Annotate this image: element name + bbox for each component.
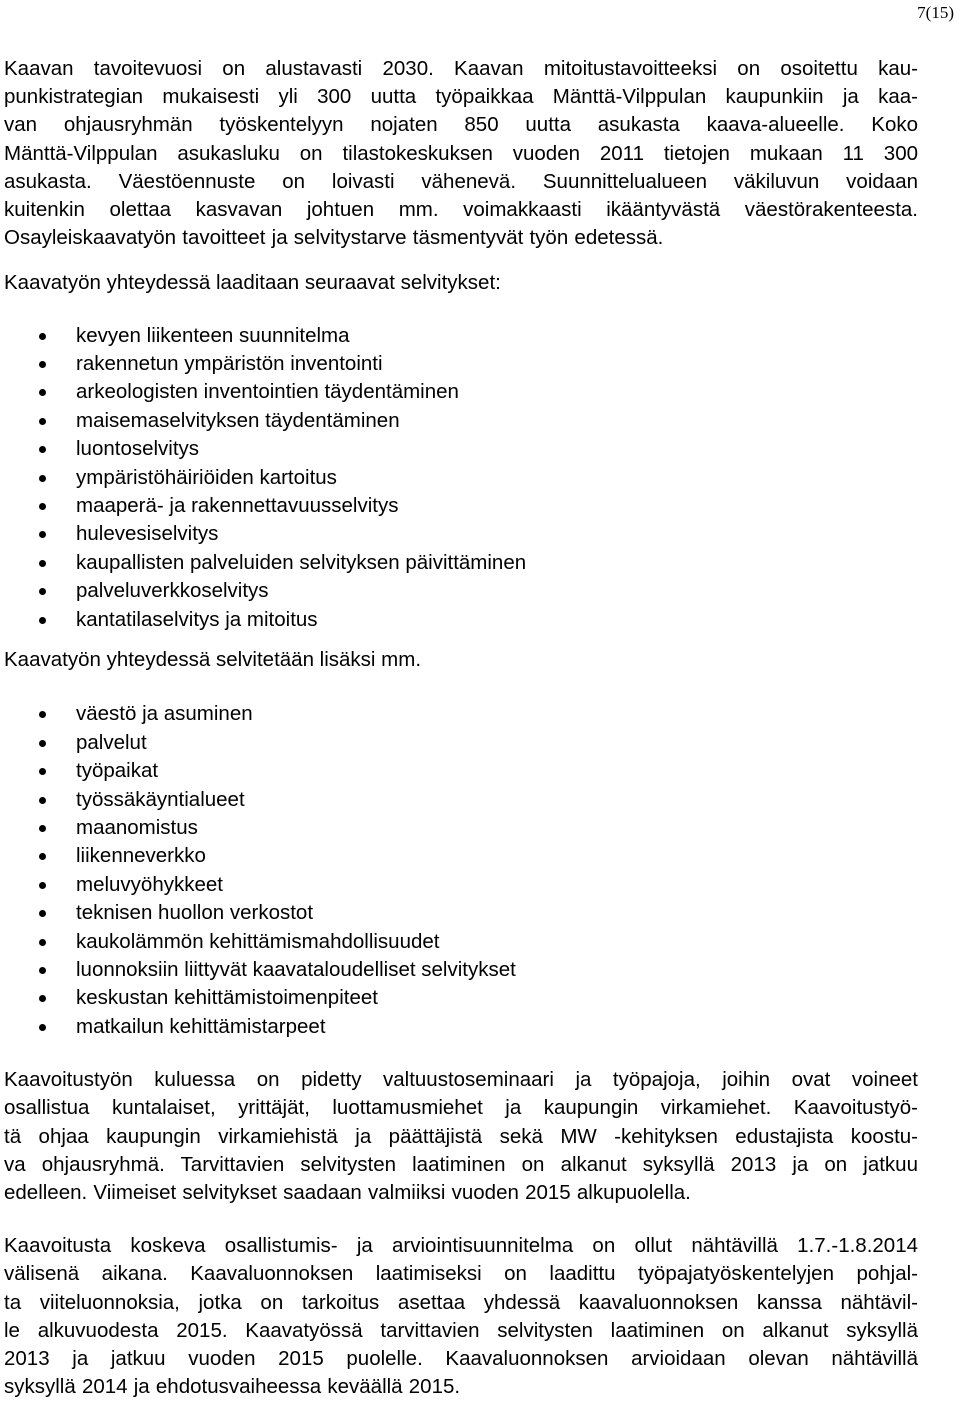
paragraph-line: ta viiteluonnoksia, jotka on tarkoitus asettaa yhdessä kaavaluonnoksen kanssa nähtävil- — [4, 1290, 918, 1314]
bullet-icon — [39, 939, 46, 946]
bullet-icon — [39, 768, 46, 775]
paragraph-line: asukasta. Väestöennuste on loivasti vähenevä. Suunnittelualueen väkiluvun voidaan — [4, 169, 918, 193]
list-item — [4, 606, 918, 634]
list-item — [4, 814, 918, 842]
paragraph-line: va ohjausryhmä. Tarvittavien selvitysten laatiminen on alkanut syksyllä 2013 ja on jatkuu — [4, 1152, 918, 1176]
bullet-icon — [39, 333, 46, 340]
paragraph-line: syksyllä 2014 ja ehdotusvaiheessa keväällä 2015. — [4, 1375, 461, 1399]
list-item — [4, 956, 918, 984]
list-item-text: työpaikat — [76, 759, 159, 783]
list-item-text: maanomistus — [76, 815, 198, 839]
studies-heading: Kaavatyön yhteydessä laaditaan seuraavat selvitykset: — [4, 271, 501, 295]
additional-list — [4, 700, 918, 1041]
schedule-paragraph — [4, 1232, 918, 1401]
paragraph-line: Mänttä-Vilppulan asukasluku on tilastokeskuksen vuoden 2011 tietojen mukaan 11 300 — [4, 141, 918, 165]
list-item — [4, 928, 918, 956]
list-item-text: maaperä- ja rakennettavuusselvitys — [76, 494, 399, 518]
list-item-text: liikenneverkko — [76, 844, 206, 868]
bullet-icon — [39, 588, 46, 595]
list-item — [4, 1013, 918, 1041]
list-item — [4, 577, 918, 605]
bullet-icon — [39, 910, 46, 917]
bullet-icon — [39, 361, 46, 368]
list-item — [4, 700, 918, 728]
bullet-icon — [39, 711, 46, 718]
intro-paragraph — [4, 55, 918, 252]
list-item-text: kevyen liikenteen suunnitelma — [76, 323, 350, 347]
list-item — [4, 786, 918, 814]
list-item-text: kantatilaselvitys ja mitoitus — [76, 607, 318, 631]
list-item-text: palvelut — [76, 730, 147, 754]
list-item — [4, 378, 918, 406]
paragraph-line: 2013 ja jatkuu vuoden 2015 puolelle. Kaavaluonnoksen arvioidaan olevan nähtävillä — [4, 1347, 918, 1370]
list-item — [4, 464, 918, 492]
bullet-icon — [39, 825, 46, 832]
paragraph-line: punkistrategian mukaisesti yli 300 uutta työpaikkaa Mänttä-Vilppulan kaupunkiin ja kaa- — [4, 85, 918, 109]
list-item — [4, 899, 918, 927]
list-item-text: keskustan kehittämistoimenpiteet — [76, 986, 378, 1010]
paragraph-line: van ohjausryhmän työskentelyyn nojaten 850 uutta asukasta kaava-alueelle. Koko — [4, 113, 918, 137]
document-body — [4, 55, 918, 1401]
list-item — [4, 407, 918, 435]
paragraph-line: Kaavoitustyön kuluessa on pidetty valtuustoseminaari ja työpajoja, joihin ovat voineet — [4, 1068, 918, 1092]
process-paragraph — [4, 1066, 918, 1207]
paragraph-line: kuitenkin olettaa kasvavan johtuen mm. voimakkaasti ikääntyvästä väestörakenteesta. — [4, 198, 918, 222]
list-item-text: työssäkäyntialueet — [76, 787, 245, 811]
list-item-text: luonnoksiin liittyvät kaavataloudelliset selvitykset — [76, 957, 516, 981]
list-item-text: teknisen huollon verkostot — [76, 901, 314, 925]
paragraph-line: Kaavoitusta koskeva osallistumis- ja arviointisuunnitelma on ollut nähtävillä 1.7.-1.8.2014 — [4, 1234, 918, 1258]
paragraph-line: välisenä aikana. Kaavaluonnoksen laatimiseksi on laadittu työpajatyöskentelyjen pohjal- — [4, 1262, 918, 1286]
list-item-text: meluvyöhykkeet — [76, 872, 223, 896]
additional-heading: Kaavatyön yhteydessä selvitetään lisäksi mm. — [4, 648, 422, 672]
list-item-text: rakennetun ympäristön inventointi — [76, 352, 383, 376]
bullet-icon — [39, 740, 46, 747]
list-item — [4, 549, 918, 577]
bullet-icon — [39, 446, 46, 453]
list-item-text: arkeologisten inventointien täydentäminen — [76, 380, 459, 404]
bullet-icon — [39, 617, 46, 624]
paragraph-line: edelleen. Viimeiset selvitykset saadaan valmiiksi vuoden 2015 alkupuolella. — [4, 1180, 691, 1204]
list-item — [4, 435, 918, 463]
bullet-icon — [39, 418, 46, 425]
list-item — [4, 520, 918, 548]
list-item — [4, 729, 918, 757]
list-item-text: palveluverkkoselvitys — [76, 579, 269, 603]
bullet-icon — [39, 995, 46, 1002]
paragraph-line: Kaavan tavoitevuosi on alustavasti 2030. Kaavan mitoitustavoitteeksi on osoitettu kau- — [4, 57, 918, 80]
list-item — [4, 871, 918, 899]
bullet-icon — [39, 475, 46, 482]
list-item — [4, 492, 918, 520]
list-item — [4, 757, 918, 785]
bullet-icon — [39, 1024, 46, 1031]
bullet-icon — [39, 503, 46, 510]
page-number: 7(15) — [917, 3, 954, 22]
list-item-text: matkailun kehittämistarpeet — [76, 1014, 326, 1038]
paragraph-line: le alkuvuodesta 2015. Kaavatyössä tarvittavien selvitysten laatiminen on alkanut syksyllä — [4, 1318, 918, 1342]
list-item-text: väestö ja asuminen — [76, 702, 253, 726]
list-item-text: kaupallisten palveluiden selvityksen päivittäminen — [76, 550, 527, 574]
list-item-text: kaukolämmön kehittämismahdollisuudet — [76, 929, 440, 953]
list-item-text: hulevesiselvitys — [76, 522, 219, 546]
list-item-text: maisemaselvityksen täydentäminen — [76, 408, 400, 432]
list-item-text: ympäristöhäiriöiden kartoitus — [76, 465, 337, 489]
paragraph-line: osallistua kuntalaiset, yrittäjät, luottamusmiehet ja kaupungin virkamiehet. Kaavoitustyö- — [4, 1096, 918, 1120]
list-item — [4, 842, 918, 870]
studies-list — [4, 322, 918, 634]
paragraph-line: tä ohjaa kaupungin virkamiehistä ja päättäjistä sekä MW -kehityksen edustajista koostu- — [4, 1124, 918, 1148]
bullet-icon — [39, 797, 46, 804]
bullet-icon — [39, 531, 46, 538]
bullet-icon — [39, 560, 46, 567]
bullet-icon — [39, 853, 46, 860]
list-item — [4, 350, 918, 378]
bullet-icon — [39, 389, 46, 396]
paragraph-line: Osayleiskaavatyön tavoitteet ja selvitystarve täsmentyvät työn edetessä. — [4, 226, 664, 250]
list-item-text: luontoselvitys — [76, 437, 200, 461]
bullet-icon — [39, 882, 46, 889]
list-item — [4, 984, 918, 1012]
bullet-icon — [39, 967, 46, 974]
list-item — [4, 322, 918, 350]
